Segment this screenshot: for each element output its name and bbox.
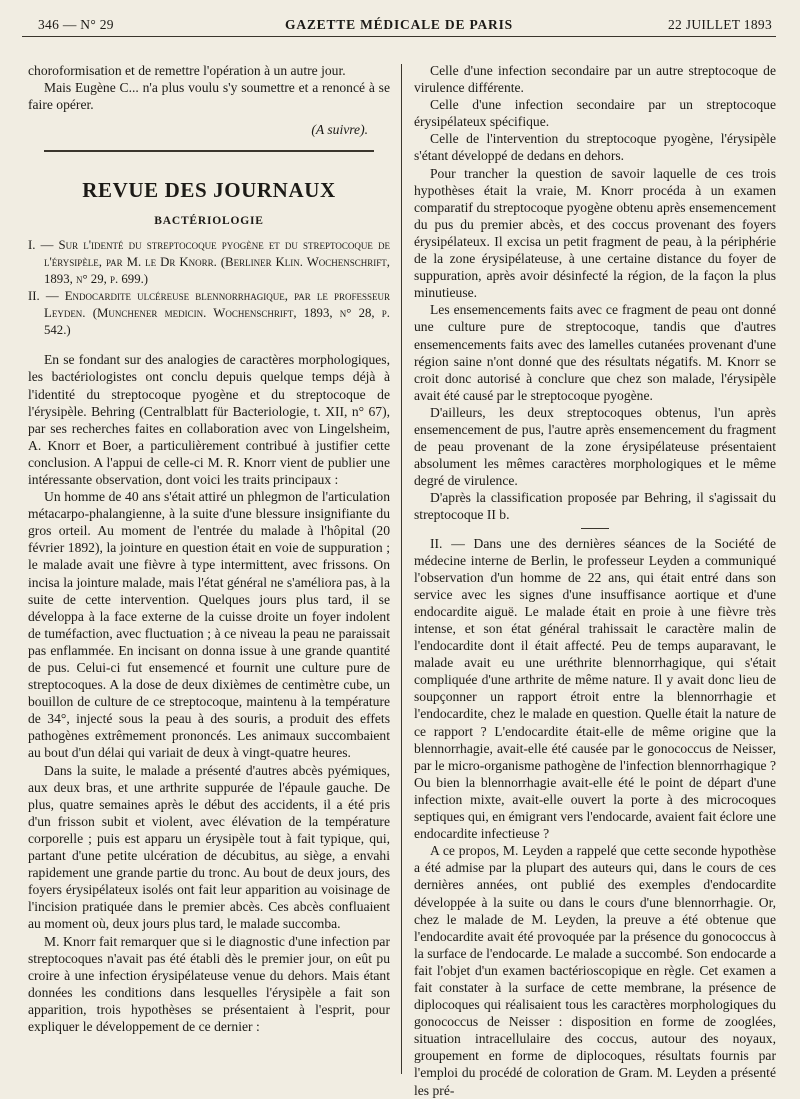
page-number: 346 — N° 29 <box>38 17 114 32</box>
paragraph-r7: D'après la classification proposée par Behring, il s'agissait du streptocoque II b. <box>414 490 776 523</box>
subsection-title: BACTÉRIOLOGIE <box>154 214 264 227</box>
paragraph-r4: Pour trancher la question de savoir laquelle de ces trois hypothèses était la vraie, M. Knorr procéda à un examen comparatif du streptocoque pyogène obtenu après ensemencement du pus du premier abcès, et des coccus provenant des foyers érysipélateux. Il excisa un petit fragment de peau, à la périphérie de la zone érysipélateuse, à une certaine distance du foyer de suppuration, après avoir désinfecté la région, de la façon la plus minutieuse. <box>414 165 776 301</box>
journal-title: GAZETTE MÉDICALE DE PARIS <box>285 17 513 32</box>
hypothesis-3: Celle de l'intervention du streptocoque pyogène, l'érysipèle s'étant développé de dedans en dehors. <box>414 131 776 164</box>
right-column <box>414 62 776 1099</box>
paragraph-r5: Les ensemencements faits avec ce fragment de peau ont donné une culture pure de streptocoque, tandis que d'autres ensemencements faits avec des lamelles cutanées provenant d'une région saine n'ont donné que des résultats négatifs. M. Knorr se croit donc autorisé à conclure que chez son malade, l'érysipèle avait été causé par le streptocoque pyogène. <box>414 302 776 403</box>
paragraph-r9: A ce propos, M. Leyden a rappelé que cette seconde hypothèse a été admise par la plupart des auteurs qui, dans le cours de ces dernières années, ont publié des exemples d'endocardite développée à la suite ou dans le cours d'une blennorrhagie. Or, chez le malade de M. Leyden, la preuve a été obtenue que l'endocardite avait été provoquée par la présence du gonococcus à la surface de l'endocarde. Le malade a succombé. Son endocarde a fait l'objet d'un examen bactérioscopique en règle. Cet examen a fait constater à la surface de cette membrane, la présence de diplocoques qui réalisaient tous les caractères morphologiques du gonococcus de Neisser : disposition en forme de zooglées, situation intracellulaire des coccus, autour des noyaux, groupement en forme de diplocoques, résultats fournis par l'emploi du procédé de coloration de Gram. M. Leyden a présenté les pré- <box>414 843 776 1098</box>
column-divider <box>401 64 402 1074</box>
paragraph-4: M. Knorr fait remarquer que si le diagnostic d'une infection par streptocoques n'avait pas été établi dès le premier jour, on eût pu croire à une infection érysipélateuse venue du dehors. Mais étant données les conditions dans lesquelles l'érysipèle a fait son apparition, trois hypothèses se présentaient à l'esprit, pour expliquer le développement de ce dernier : <box>28 933 390 1034</box>
article-separator <box>581 528 609 529</box>
page-header <box>22 14 776 37</box>
hypothesis-2: Celle d'une infection secondaire par un streptocoque érysipélateux spécifique. <box>414 97 776 130</box>
paragraph-r8: II. — Dans une des dernières séances de la Société de médecine interne de Berlin, le professeur Leyden a communiqué l'observation d'un homme de 22 ans, qui était entré dans son service avec les signes d'une insuffisance aortique et d'une endocardite aiguë. Le malade était en proie à une fièvre très intense, et son état général trahissait le caractère malin de l'endocardite dont il était affecté. Peu de temps auparavant, le malade avait eu une uréthrite blennorrhagique, qui s'était compliquée d'une arthrite de même nature. Il y avait donc lieu de soupçonner un rapport étroit entre la blennorrhagie et l'endocardite, chez le malade en question. Quelle était la nature de ce rapport ? L'endocardite était-elle de même origine que la blennorrhagie, avait-elle été causée par le gonococcus de Neisser, par le micro-organisme pathogène de l'infection blennorrhagique ? Ou bien la blennorrhagie avait-elle été le point de départ d'une infection mixte, avait-elle ouvert la porte à des microcoques septiques qui, en émigrant vers l'endocarde, avaient fait éclore une endocardite infectieuse ? <box>414 535 776 842</box>
reference-1: I. — Sur l'identé du streptocoque pyogène et du streptocoque de l'érysipèle, par M. le Dr Knorr. (Berliner Klin. Wochenschrift, 1893, n° 29, p. 699.) <box>28 237 390 286</box>
hypothesis-1: Celle d'une infection secondaire par un autre streptocoque de virulence différente. <box>414 63 776 96</box>
section-rule <box>44 150 374 151</box>
paragraph-1: En se fondant sur des analogies de caractères morphologiques, les bactériologistes ont conclu depuis quelque temps déjà à l'identité du streptocoque pyogène et du streptocoque de l'érysipèle. Behring (Centralblatt für Bacteriologie, t. XII, n° 67), par ses recherches faites en collaboration avec von Lingelsheim, A. Knorr et Boer, a particulièrement contribué à justifier cette conclusion. A l'appui de celle-ci M. R. Knorr vient de publier une intéressante observation, dont voici les traits principaux : <box>28 352 390 487</box>
left-column <box>28 62 390 1035</box>
section-title: REVUE DES JOURNAUX <box>82 177 336 202</box>
paragraph-r6: D'ailleurs, les deux streptocoques obtenus, l'un après ensemencement de pus, l'autre après ensemencement du fragment de peau provenant de la zone érysipélateuse présentaient absolument les mêmes caractères morphologiques et le même degré de virulence. <box>414 404 776 489</box>
to-be-continued: (A suivre). <box>311 122 368 138</box>
paragraph-2: Un homme de 40 ans s'était attiré un phlegmon de l'articulation métacarpo-phalangienne, à la suite d'une blessure insignifiante du gros orteil. Au moment de l'entrée du malade à l'hôpital (20 février 1892), la jointure en question était en voie de suppuration ; le malade avait une fièvre à type intermittent, avec frissons. On incisa la jointure malade, mais l'état général ne s'améliora pas, à la suite de cette intervention. Quelques jours plus tard, il se développa à la face externe de la cuisse droite un foyer indolent de tuméfaction, avec fluctuation ; à ce niveau la peau ne paraissait pas enflammée. En incisant on donna issue à une grande quantité de pus. Celui-ci fut ensemencé et fournit une culture pure de streptocoques. A la dose de deux dixièmes de centimètre cube, un bouillon de culture de ce streptocoque, maintenu à la température de 34°, injecté sous la peau à des souris, a produit des effets pathogènes extrêmement prononcés. Les animaux succombaient au bout d'un délai qui variait de deux à vingt-quatre heures. <box>28 489 390 761</box>
paragraph-3: Dans la suite, le malade a présenté d'autres abcès pyémiques, aux deux bras, et une arthrite suppurée de l'épaule gauche. De plus, quatre semaines après le début des accidents, il a été pris d'un frisson subit et violent, avec élévation de la température corporelle ; puis est apparu un érysipèle tout à fait typique, qui, partant d'une petite ulcération de décubitus, au siège, a envahi rapidement une grande partie du tronc. Au bout de deux jours, des foyers érysipélateux isolés ont fait leur apparition au voisinage de l'incision pratiquée dans le premier abcès. Ces abcès confluaient au moment où, deux jours plus tard, le malade succomba. <box>28 762 390 932</box>
issue-date: 22 JUILLET 1893 <box>668 17 772 32</box>
continued-paragraph: choroformisation et de remettre l'opération à un autre jour. <box>28 63 346 78</box>
continued-paragraph-2: Mais Eugène C... n'a plus voulu s'y soumettre et a renoncé à se faire opérer. <box>28 80 390 113</box>
reference-2: II. — Endocardite ulcéreuse blennorrhagique, par le professeur Leyden. (Munchener medicin. Wochenschrift, 1893, n° 28, p. 542.) <box>28 289 390 338</box>
